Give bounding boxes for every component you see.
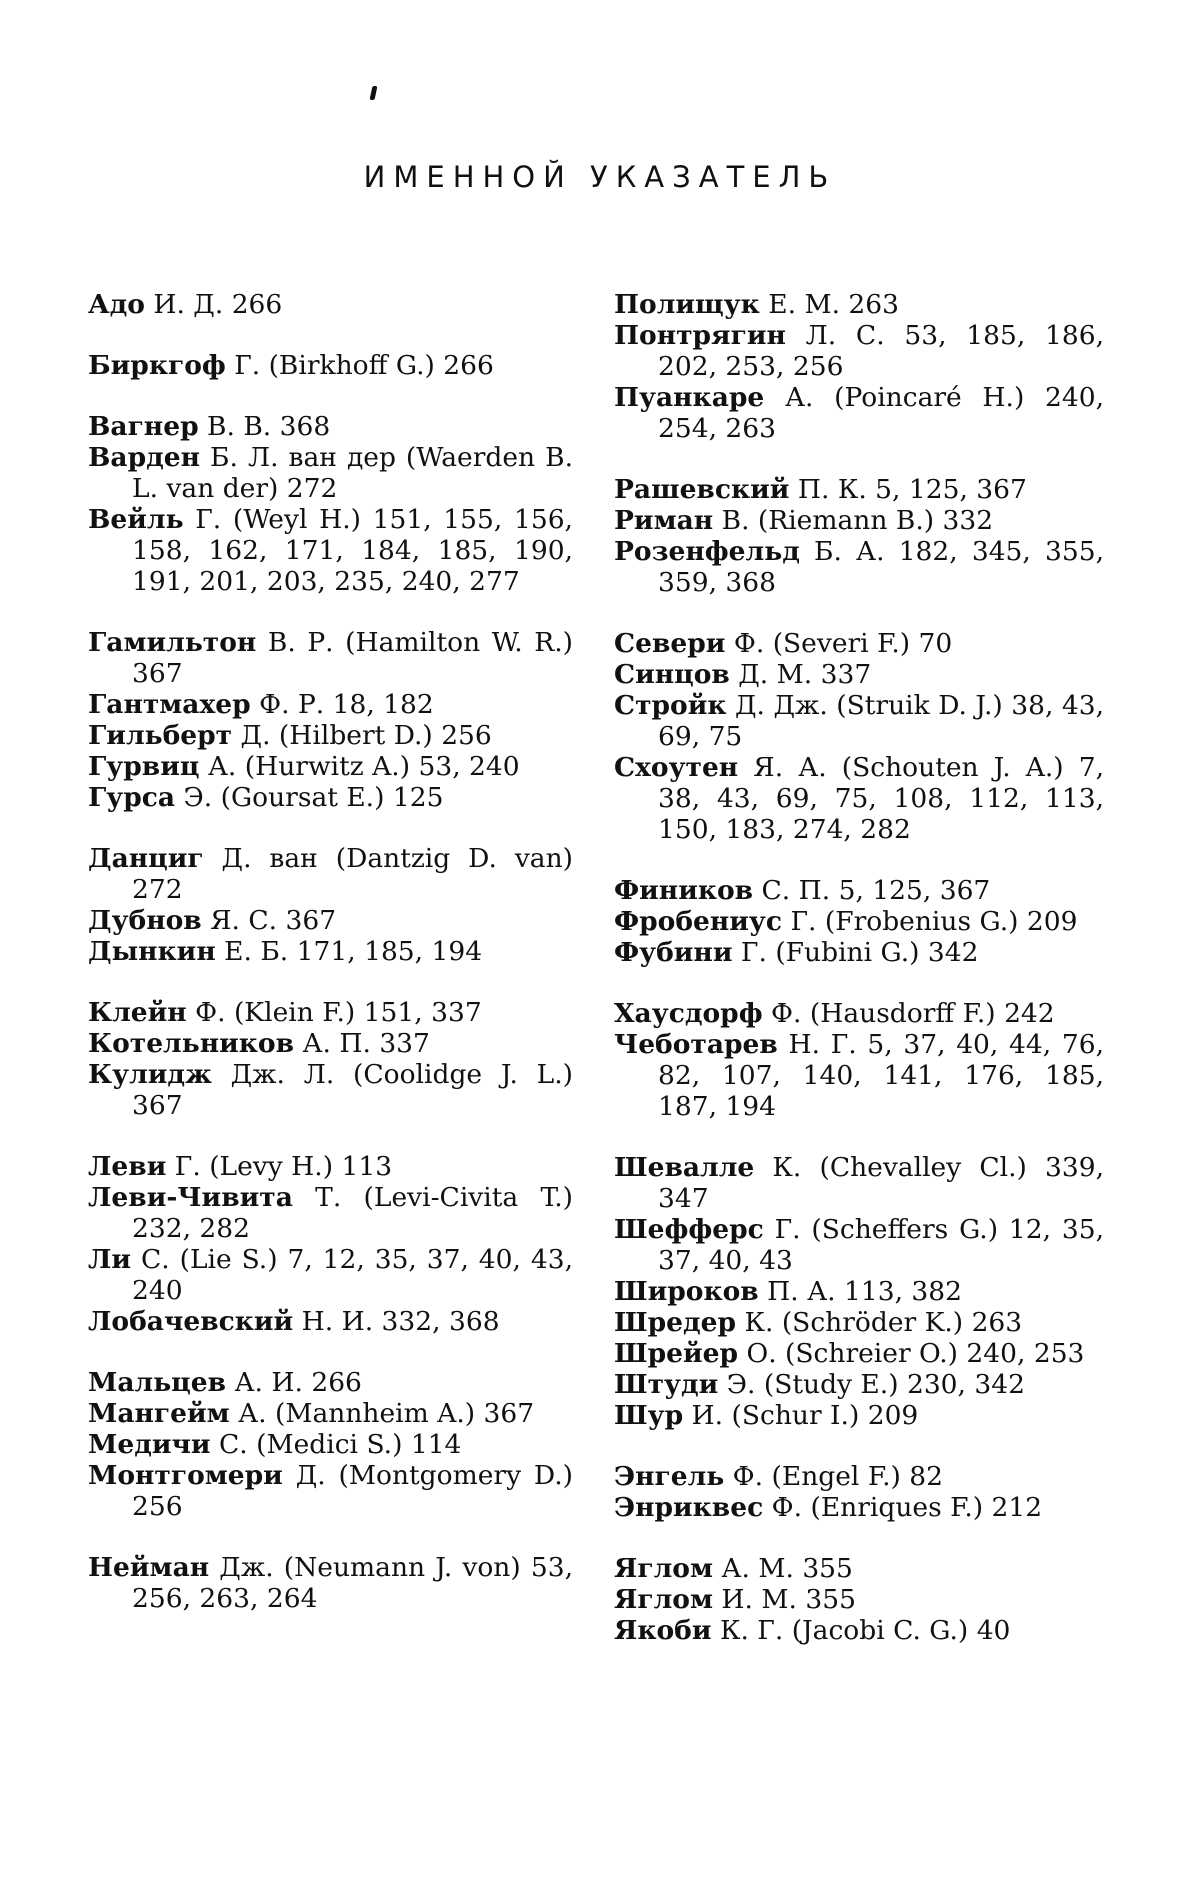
entry-details: В. (Riemann B.) 332 — [713, 505, 994, 536]
index-entry — [614, 659, 1104, 690]
index-entry — [614, 875, 1104, 906]
entry-surname: Гильберт — [88, 720, 233, 751]
index-entry — [614, 536, 1104, 598]
index-letter-group — [88, 843, 573, 967]
entry-surname: Котельников — [88, 1028, 295, 1059]
entry-details: Э. (Goursat E.) 125 — [175, 782, 444, 813]
index-entry — [614, 690, 1104, 752]
entry-details: А. П. 337 — [294, 1028, 430, 1059]
index-entry — [614, 937, 1104, 968]
entry-surname: Стройк — [614, 690, 727, 721]
index-letter-group — [88, 289, 573, 320]
index-entry — [88, 1182, 573, 1244]
index-entry — [88, 1429, 573, 1460]
entry-details: А. М. 355 — [713, 1553, 853, 1584]
entry-details: С. П. 5, 125, 367 — [753, 875, 991, 906]
entry-details: И. Д. 266 — [144, 289, 283, 320]
index-entry — [614, 1584, 1104, 1615]
entry-surname: Клейн — [88, 997, 187, 1028]
entry-details: А. (Hurwitz A.) 53, 240 — [199, 751, 520, 782]
entry-surname: Севери — [614, 628, 726, 659]
index-entry — [614, 474, 1104, 505]
index-entry — [614, 906, 1104, 937]
index-entry — [614, 1400, 1104, 1431]
entry-details: Г. (Birkhoff G.) 266 — [225, 350, 494, 381]
entry-details: Г. (Frobenius G.) 209 — [782, 906, 1078, 937]
right-column — [614, 289, 1104, 1676]
entry-surname: Леви-Чивита — [88, 1182, 293, 1213]
entry-details: Г. (Weyl H.) 151, 155, 156, 158, 162, 171, 184, 185, 190, 191, 201, 203, 235, 240, 277 — [132, 504, 573, 597]
index-entry — [614, 998, 1104, 1029]
index-entry — [88, 411, 573, 442]
index-entry — [614, 382, 1104, 444]
index-letter-group — [88, 1552, 573, 1614]
entry-surname: Адо — [88, 289, 145, 320]
index-entry — [88, 1151, 573, 1182]
index-entry — [88, 442, 573, 504]
entry-surname: Энгель — [614, 1461, 725, 1492]
index-letter-group — [88, 1151, 573, 1337]
index-letter-group — [614, 1461, 1104, 1523]
index-entry — [614, 628, 1104, 659]
entry-details: Ф. (Severi F.) 70 — [725, 628, 953, 659]
entry-details: С. (Lie S.) 7, 12, 35, 37, 40, 43, 240 — [131, 1244, 573, 1306]
entry-details: С. (Medici S.) 114 — [210, 1429, 462, 1460]
index-letter-group — [614, 474, 1104, 598]
print-speck — [370, 86, 378, 100]
entry-surname: Дынкин — [88, 936, 216, 967]
entry-details: Г. (Fubini G.) 342 — [732, 937, 979, 968]
index-entry — [614, 1029, 1104, 1122]
entry-details: В. В. 368 — [198, 411, 331, 442]
entry-surname: Шрейер — [614, 1338, 739, 1369]
index-entry — [88, 1059, 573, 1121]
entry-surname: Дубнов — [88, 905, 202, 936]
entry-details: Е. М. 263 — [759, 289, 900, 320]
index-entry — [88, 504, 573, 597]
entry-details: Н. Г. 5, 37, 40, 44, 76, 82, 107, 140, 141, 176, 185, 187, 194 — [658, 1029, 1104, 1122]
entry-details: Э. (Study E.) 230, 342 — [718, 1369, 1025, 1400]
index-entry — [88, 350, 573, 381]
entry-details: Д. ван (Dantzig D. van) 272 — [132, 843, 573, 905]
entry-surname: Шефферс — [614, 1214, 764, 1245]
entry-details: Я. С. 367 — [201, 905, 337, 936]
index-entry — [88, 1306, 573, 1337]
index-entry — [88, 782, 573, 813]
index-entry — [88, 1398, 573, 1429]
index-entry — [88, 1460, 573, 1522]
index-letter-group — [614, 875, 1104, 968]
entry-details: Н. И. 332, 368 — [293, 1306, 500, 1337]
index-entry — [88, 843, 573, 905]
index-entry — [614, 1152, 1104, 1214]
index-entry — [88, 997, 573, 1028]
index-entry — [614, 1369, 1104, 1400]
index-entry — [614, 1214, 1104, 1276]
entry-surname: Шредер — [614, 1307, 737, 1338]
entry-surname: Фробениус — [614, 906, 783, 937]
entry-surname: Чеботарев — [614, 1029, 778, 1060]
entry-surname: Якоби — [614, 1615, 712, 1646]
entry-details: А. (Poincaré H.) 240, 254, 263 — [658, 382, 1104, 444]
entry-surname: Шевалле — [614, 1152, 755, 1183]
entry-surname: Варден — [88, 442, 201, 473]
index-entry — [88, 936, 573, 967]
entry-surname: Шур — [614, 1400, 684, 1431]
entry-details: П. К. 5, 125, 367 — [789, 474, 1027, 505]
index-entry — [88, 1552, 573, 1614]
entry-surname: Медичи — [88, 1429, 211, 1460]
entry-surname: Яглом — [614, 1584, 713, 1615]
index-entry — [88, 627, 573, 689]
entry-details: А. И. 266 — [226, 1367, 362, 1398]
index-entry — [88, 289, 573, 320]
index-entry — [614, 1615, 1104, 1646]
entry-details: Я. А. (Schouten J. A.) 7, 38, 43, 69, 75, 108, 112, 113, 150, 183, 274, 282 — [658, 752, 1104, 845]
entry-surname: Розенфельд — [614, 536, 800, 567]
entry-details: В. Р. (Hamilton W. R.) 367 — [132, 627, 573, 689]
entry-surname: Рашевский — [614, 474, 790, 505]
index-letter-group — [614, 998, 1104, 1122]
index-letter-group — [88, 627, 573, 813]
entry-details: Б. А. 182, 345, 355, 359, 368 — [658, 536, 1104, 598]
entry-details: Д. М. 337 — [729, 659, 872, 690]
index-letter-group — [88, 411, 573, 597]
index-entry — [614, 1307, 1104, 1338]
entry-details: Ф. (Enriques F.) 212 — [763, 1492, 1043, 1523]
entry-details: Дж. Л. (Coolidge J. L.) 367 — [132, 1059, 573, 1121]
entry-surname: Схоутен — [614, 752, 739, 783]
index-entry — [614, 1461, 1104, 1492]
index-entry — [88, 1367, 573, 1398]
index-entry — [614, 289, 1104, 320]
index-entry — [614, 1492, 1104, 1523]
entry-details: Дж. (Neumann J. von) 53, 256, 263, 264 — [132, 1552, 573, 1614]
entry-surname: Хаусдорф — [614, 998, 763, 1029]
index-letter-group — [614, 289, 1104, 444]
entry-details: А. (Mannheim A.) 367 — [229, 1398, 535, 1429]
entry-surname: Вагнер — [88, 411, 199, 442]
entry-surname: Мальцев — [88, 1367, 227, 1398]
entry-surname: Гамильтон — [88, 627, 257, 658]
entry-surname: Риман — [614, 505, 714, 536]
entry-details: К. (Chevalley Cl.) 339, 347 — [658, 1152, 1104, 1214]
entry-surname: Гантмахер — [88, 689, 251, 720]
entry-details: Г. (Scheffers G.) 12, 35, 37, 40, 43 — [658, 1214, 1104, 1276]
index-letter-group — [88, 997, 573, 1121]
entry-details: К. (Schröder K.) 263 — [736, 1307, 1023, 1338]
entry-details: Ф. Р. 18, 182 — [250, 689, 434, 720]
entry-details: Ф. (Hausdorff F.) 242 — [762, 998, 1055, 1029]
entry-surname: Лобачевский — [88, 1306, 294, 1337]
entry-details: Т. (Levi-Civita T.) 232, 282 — [132, 1182, 573, 1244]
index-letter-group — [614, 1152, 1104, 1431]
index-letter-group — [88, 350, 573, 381]
index-entry — [88, 1244, 573, 1306]
entry-details: Ф. (Engel F.) 82 — [724, 1461, 943, 1492]
page-title: ИМЕННОЙ УКАЗАТЕЛЬ — [363, 160, 837, 194]
index-entry — [614, 320, 1104, 382]
entry-surname: Кулидж — [88, 1059, 212, 1090]
entry-details: Д. (Montgomery D.) 256 — [132, 1460, 573, 1522]
entry-details: Д. Дж. (Struik D. J.) 38, 43, 69, 75 — [658, 690, 1104, 752]
entry-surname: Ли — [88, 1244, 132, 1275]
index-entry — [88, 1028, 573, 1059]
index-entry — [88, 751, 573, 782]
entry-surname: Полищук — [614, 289, 760, 320]
entry-details: П. А. 113, 382 — [758, 1276, 963, 1307]
index-entry — [614, 1276, 1104, 1307]
entry-details: Ф. (Klein F.) 151, 337 — [186, 997, 482, 1028]
entry-surname: Нейман — [88, 1552, 210, 1583]
entry-details: Б. Л. ван дер (Waerden B. L. van der) 272 — [132, 442, 573, 504]
entry-surname: Гурвиц — [88, 751, 200, 782]
entry-details: Е. Б. 171, 185, 194 — [215, 936, 483, 967]
left-column — [88, 289, 573, 1644]
index-entry — [88, 905, 573, 936]
index-entry — [88, 689, 573, 720]
entry-surname: Энриквес — [614, 1492, 764, 1523]
index-entry — [614, 1553, 1104, 1584]
entry-surname: Леви — [88, 1151, 167, 1182]
entry-surname: Фубини — [614, 937, 733, 968]
entry-surname: Фиников — [614, 875, 754, 906]
index-entry — [614, 505, 1104, 536]
entry-details: Г. (Levy H.) 113 — [166, 1151, 393, 1182]
entry-surname: Мангейм — [88, 1398, 230, 1429]
entry-surname: Понтрягин — [614, 320, 786, 351]
entry-details: Л. С. 53, 185, 186, 202, 253, 256 — [658, 320, 1104, 382]
index-letter-group — [88, 1367, 573, 1522]
index-entry — [614, 752, 1104, 845]
entry-details: К. Г. (Jacobi C. G.) 40 — [711, 1615, 1011, 1646]
entry-details: И. (Schur I.) 209 — [683, 1400, 919, 1431]
entry-surname: Яглом — [614, 1553, 713, 1584]
entry-surname: Гурса — [88, 782, 176, 813]
index-letter-group — [614, 628, 1104, 845]
index-letter-group — [614, 1553, 1104, 1646]
entry-surname: Синцов — [614, 659, 730, 690]
index-entry — [614, 1338, 1104, 1369]
entry-surname: Монтгомери — [88, 1460, 283, 1491]
entry-details: И. М. 355 — [713, 1584, 856, 1615]
entry-surname: Пуанкаре — [614, 382, 765, 413]
entry-surname: Биркгоф — [88, 350, 226, 381]
index-entry — [88, 720, 573, 751]
entry-details: Д. (Hilbert D.) 256 — [232, 720, 492, 751]
entry-surname: Данциг — [88, 843, 204, 874]
entry-surname: Штуди — [614, 1369, 719, 1400]
entry-surname: Вейль — [88, 504, 184, 535]
entry-surname: Широков — [614, 1276, 759, 1307]
entry-details: О. (Schreier O.) 240, 253 — [738, 1338, 1085, 1369]
